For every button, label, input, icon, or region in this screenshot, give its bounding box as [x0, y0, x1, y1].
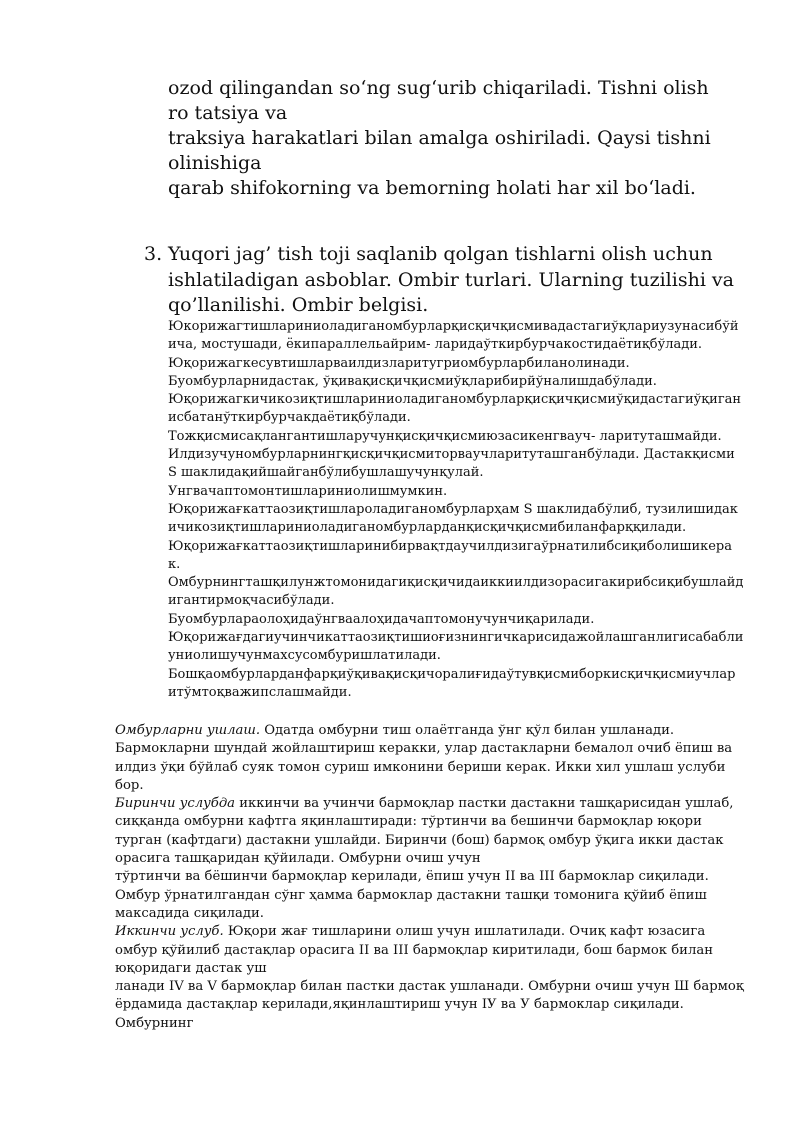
paragraph-text: Юқори жағ тишларини олиш учун ишлатилади. Очиқ кафт юзасига омбур қўйилиб дастақлар орасига II ва III бармоқлар киритилади, бош бармок билан юқоридаги дастак уш: [115, 924, 713, 976]
text-line: Омбурнингташқилунжтомонидагиқисқичидаиккиилдизорасигакирибсиқибушлайдигантирмоқчасибўлади.: [168, 575, 744, 609]
text-line: Юкорижагтишлариниоладиганомбурларқисқичқисмивадастагиўқлариузунасибўйича, мостушади, ёкипараллельайрим- ларидаўткирбурчакостидаётиқбўлади.: [168, 319, 739, 353]
text-line: Юқорижағдагиучинчикаттаозиқтишиоғизнингичкарисидажойлашганлигисабаблиуниолишучунмахсусомбуришлатилади.: [168, 630, 744, 664]
paragraph-text: тўртинчи ва бёшинчи бармоқлар керилади, ёпиш учун II ва III бармоклар сиқилади. Омбур ўрнатилгандан сўнг ҳамма бармоклар дастакни ташқи томонига қўйиб ёпиш максадида сиқилади.: [115, 869, 709, 921]
text-line: Буомбурларнидастак, ўқивақисқичқисмиўқларибирйўналишдабўлади.: [168, 373, 657, 389]
paragraph-text: Одатда омбурни тиш олаётганда ўнг қўл билан ушланади. Бармокларни шундай жойлаштириш керакки, улар дастакларни бемалол очиб ёпиш ва илдиз ўқи бўйлаб суяк томон суриш имконини бериши керак. Икки хил ушлаш услуби бор.: [115, 723, 733, 793]
lead-paragraph: [168, 76, 728, 201]
text-line: Унгвачаптомонтишлариниолишмумкин.: [168, 483, 448, 499]
text-line: Бошқаомбурларданфарқиўқивақисқичоралиғидаўтувқисмиборкисқичқисмиучларитўмтоқважипслашмайди.: [168, 666, 736, 700]
paragraph-lead: Биринчи услубда: [115, 796, 236, 812]
body-paragraph: [115, 722, 745, 795]
cyrillic-text-block: [168, 318, 744, 702]
text-line: Юқорижағкаттаозиқтишлароладиганомбурларҳам S шаклидабўлиб, тузилишидакичикозиқтишлариниоладиганомбурларданқисқичқисмибиланфарққилади.: [168, 501, 738, 536]
paragraph-text: иккинчи ва учинчи бармоқлар пастки дастакни ташқарисидан ушлаб, сиққанда омбурни кафтга яқинлаштиради: тўртинчи ва бешинчи бармоқлар юқори турган (кафтдаги) дастакни ушлайди. Биринчи (бош) бармоқ омбур ўқига икки дастак орасига ташқаридан қўйилади. Омбурни очиш учун: [115, 796, 734, 867]
body-paragraph: [115, 868, 745, 923]
text-line: Юқорижағкаттаозиқтишларинибирвақтдаучилдизигаўрнатилибсиқиболишикерак.: [168, 538, 733, 572]
text-line: Юқорижагкичикозиқтишлариниоладиганомбурларқисқичқисмиўқидастагиўқиганисбатанўткирбурчакдаётиқбўлади.: [168, 392, 742, 426]
paragraph-lead: Иккинчи услуб.: [115, 924, 224, 940]
section-heading: [144, 242, 734, 319]
body-text-block: [115, 722, 745, 1033]
section-title: Yuqori jag’ tish toji saqlanib qolgan tishlarni olish uchun ishlatiladigan asboblar. Ombir turlari. Ularning tuzilishi va qo’llanilishi. Ombir belgisi.: [168, 243, 734, 316]
lead-line: ozod qilingandan so‘ng sug‘urib chiqariladi. Tishni olish ro tatsiya va: [168, 77, 709, 124]
text-line: Тожқисмисақлангантишларучунқисқичқисмиюзасикенгвауч- ларитуташмайди.: [168, 428, 722, 444]
paragraph-text: ланади IV ва V бармоқлар билан пастки дастак ушланади. Омбурни очиш учун Ш бармоқ ёрдамида дастақлар керилади,яқинлаштириш учун IУ ва У бармоклар сиқилади. Омбурнинг: [115, 979, 744, 1031]
body-paragraph: [115, 923, 745, 978]
lead-line: qarab shifokorning va bemorning holati har xil bo‘ladi.: [168, 177, 696, 199]
paragraph-lead: Омбурларни ушлаш.: [115, 723, 261, 738]
text-line: Илдизучуномбурларнингқисқичқисмиторвауч​ларитуташганбўлади. Дастакқисми S шаклидақийшайганбўлибушлашучунқулай.: [168, 447, 735, 481]
text-line: Буомбурлараолоҳидаўнгваалоҳидачаптомонучунчиқарилади.: [168, 611, 595, 627]
section-number: 3.: [144, 243, 163, 265]
lead-line: traksiya harakatlari bilan amalga oshiriladi. Qaysi tishni olinishiga: [168, 127, 711, 174]
body-paragraph: [115, 978, 745, 1033]
text-line: Юқорижагкесувтишларваилдизларитугриомбурларбиланолинади.: [168, 355, 630, 371]
body-paragraph: [115, 795, 745, 868]
